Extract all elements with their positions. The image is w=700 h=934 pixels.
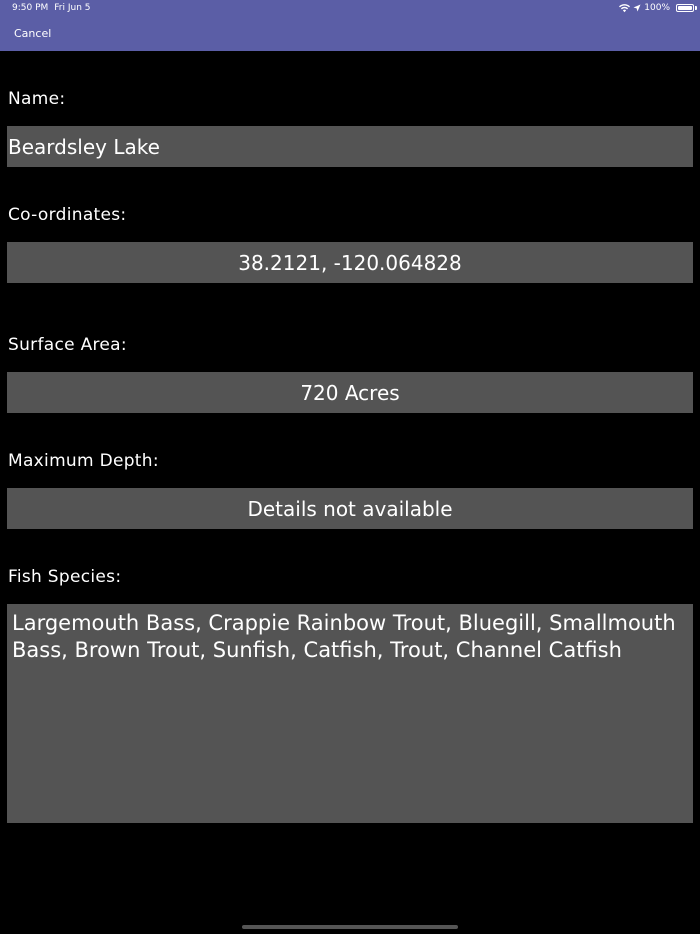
name-label: Name: [8, 89, 66, 109]
status-time-text: 9:50 PM [12, 3, 49, 13]
battery-fill [678, 6, 692, 10]
status-time [12, 3, 91, 13]
surface-area-field[interactable]: 720 Acres [7, 372, 693, 413]
fish-species-textarea[interactable]: Largemouth Bass, Crappie Rainbow Trout, Bluegill, Smallmouth Bass, Brown Trout, Sunfish, Catfish, Trout, Channel Catfish [7, 604, 693, 823]
fish-species-label: Fish Species: [8, 567, 122, 587]
cancel-button[interactable]: Cancel [14, 27, 52, 40]
maximum-depth-field[interactable]: Details not available [7, 488, 693, 529]
battery-tip [695, 6, 697, 10]
battery-percent: 100% [644, 3, 670, 13]
coordinates-field[interactable]: 38.2121, -120.064828 [7, 242, 693, 283]
nav-header [0, 0, 700, 51]
location-icon [633, 4, 641, 12]
surface-area-label: Surface Area: [8, 335, 127, 355]
home-indicator[interactable] [242, 925, 458, 929]
status-indicators [619, 3, 670, 13]
wifi-icon [619, 4, 630, 13]
status-date: Fri Jun 5 [54, 3, 91, 13]
coordinates-label: Co-ordinates: [8, 205, 127, 225]
battery-icon [676, 4, 694, 12]
name-field[interactable]: Beardsley Lake [7, 126, 693, 167]
maximum-depth-label: Maximum Depth: [8, 451, 159, 471]
